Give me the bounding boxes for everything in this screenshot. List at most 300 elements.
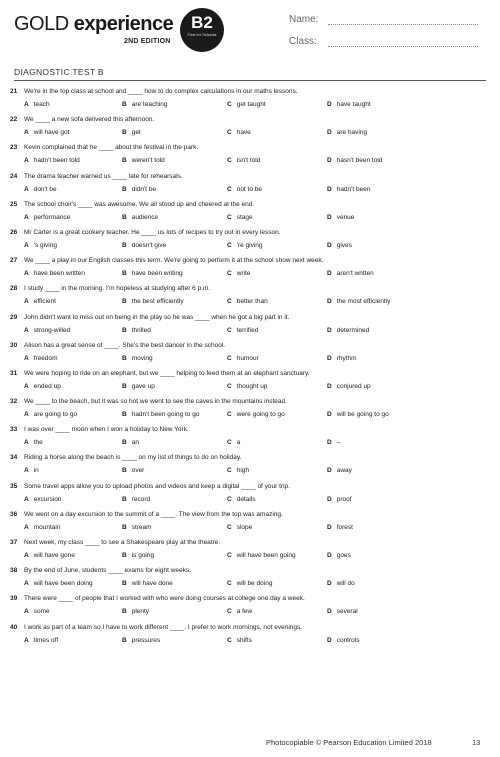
option-a[interactable] <box>24 101 50 108</box>
option-text: details <box>236 495 256 503</box>
option-c[interactable] <box>227 637 252 644</box>
option-c[interactable] <box>227 580 272 587</box>
option-text: goes <box>336 552 351 559</box>
option-c[interactable] <box>227 355 259 362</box>
answer-options <box>24 214 494 226</box>
answer-options <box>24 242 494 254</box>
option-b[interactable] <box>122 186 156 193</box>
option-letter: C <box>227 157 232 165</box>
option-a[interactable] <box>24 411 77 418</box>
level-badge <box>180 8 224 52</box>
option-text: will be doing <box>236 580 273 588</box>
option-letter: D <box>327 636 332 644</box>
option-letter: C <box>227 439 232 447</box>
option-letter: A <box>24 129 29 137</box>
option-a[interactable] <box>24 637 58 644</box>
answer-options <box>24 298 494 310</box>
option-text: will be going to go <box>336 411 389 419</box>
option-letter: A <box>24 382 29 390</box>
option-letter: A <box>24 326 29 334</box>
question-number: 38 <box>10 567 18 575</box>
option-letter: B <box>122 636 127 644</box>
option-letter: B <box>122 495 127 503</box>
option-c[interactable] <box>227 524 252 531</box>
option-d[interactable] <box>327 186 370 193</box>
name-field[interactable] <box>328 24 478 25</box>
option-text: the most efficiently <box>336 298 391 306</box>
option-c[interactable] <box>227 214 253 221</box>
question-stem: We're in the top class at school and ____ how to do complex calculations in our maths lessons. <box>24 88 298 95</box>
option-b[interactable] <box>122 327 151 334</box>
option-text: were going to go <box>236 411 285 419</box>
option-letter: B <box>122 354 127 362</box>
page-number: 13 <box>472 738 481 747</box>
option-d[interactable] <box>327 496 352 503</box>
question-item <box>0 453 500 481</box>
option-c[interactable] <box>227 552 296 559</box>
option-letter: C <box>227 523 232 531</box>
option-a[interactable] <box>24 214 70 221</box>
question-number: 31 <box>10 369 18 377</box>
option-letter: C <box>227 129 232 137</box>
option-letter: C <box>227 467 232 475</box>
option-b[interactable] <box>122 214 158 221</box>
option-letter: B <box>122 467 127 475</box>
option-letter: A <box>24 495 29 503</box>
option-letter: A <box>24 636 29 644</box>
option-c[interactable] <box>227 496 256 503</box>
option-text: gave up <box>131 382 155 390</box>
option-a[interactable] <box>24 129 69 136</box>
question-number: 30 <box>10 341 18 349</box>
option-b[interactable] <box>122 270 183 277</box>
option-text: gives <box>336 241 352 249</box>
answer-options <box>24 270 494 282</box>
logo-word-experience: experience <box>73 13 174 35</box>
option-text: 're giving <box>236 241 263 249</box>
option-c[interactable] <box>227 157 260 164</box>
option-text: isn't told <box>236 157 261 165</box>
question-stem: Next week, my class ____ to see a Shakespeare play at the theatre. <box>24 539 221 546</box>
option-letter: D <box>327 101 332 108</box>
option-letter: A <box>24 580 29 588</box>
option-text: slope <box>236 523 253 531</box>
option-letter: B <box>122 129 127 137</box>
option-text: plenty <box>131 608 150 616</box>
question-item <box>0 172 500 200</box>
answer-options <box>24 383 494 395</box>
question-item <box>0 594 500 622</box>
option-a[interactable] <box>24 327 70 334</box>
question-number: 21 <box>10 88 18 95</box>
option-text: not to be <box>236 185 263 193</box>
option-letter: B <box>122 101 127 108</box>
option-c[interactable] <box>227 439 240 446</box>
option-b[interactable] <box>122 524 152 531</box>
option-letter: D <box>327 157 332 165</box>
option-c[interactable] <box>227 242 263 249</box>
option-b[interactable] <box>122 157 165 164</box>
option-letter: A <box>24 185 29 193</box>
answer-options <box>24 580 494 592</box>
option-text: will have gone <box>33 552 75 559</box>
question-number: 34 <box>10 454 18 462</box>
option-text: proof <box>336 495 352 503</box>
option-text: efficient <box>33 298 56 306</box>
option-letter: B <box>122 213 127 221</box>
question-number: 35 <box>10 482 18 490</box>
question-stem: Riding a horse along the beach is ____ on my list of things to do on holiday. <box>24 454 242 462</box>
class-field[interactable] <box>328 46 478 47</box>
class-label: Class: <box>289 36 317 47</box>
option-text: moving <box>131 354 153 362</box>
option-d[interactable] <box>327 608 358 615</box>
option-letter: C <box>227 213 232 221</box>
copyright-footer: Photocopiable © Pearson Education Limited 2018 <box>266 738 432 747</box>
section-title: DIAGNOSTIC TEST B <box>14 67 104 77</box>
option-a[interactable] <box>24 524 60 531</box>
option-c[interactable] <box>227 467 249 474</box>
option-letter: A <box>24 467 29 475</box>
option-d[interactable] <box>327 383 371 390</box>
option-text: the best efficiently <box>131 298 184 306</box>
question-number: 26 <box>10 228 18 236</box>
option-text: is going <box>131 552 155 559</box>
option-text: weren't told <box>131 157 165 165</box>
option-d[interactable] <box>327 327 369 334</box>
option-letter: C <box>227 354 232 362</box>
option-text: get taught <box>236 101 266 108</box>
option-a[interactable] <box>24 242 57 249</box>
option-a[interactable] <box>24 580 93 587</box>
option-letter: D <box>327 185 332 193</box>
option-a[interactable] <box>24 467 39 474</box>
option-text: hasn't been told <box>336 157 383 165</box>
option-b[interactable] <box>122 580 173 587</box>
option-b[interactable] <box>122 608 149 615</box>
option-letter: C <box>227 608 232 616</box>
option-letter: D <box>327 439 332 447</box>
answer-options <box>24 637 494 649</box>
option-text: excursion <box>33 495 62 503</box>
question-item <box>0 87 500 115</box>
question-stem: Kevin complained that he ____ about the festival in the park. <box>24 144 199 152</box>
question-item <box>0 284 500 312</box>
question-stem: We ____ to the beach, but it was so hot we went to see the caves in the mountains instead. <box>24 398 287 406</box>
option-c[interactable] <box>227 270 250 277</box>
logo-word-gold: GOLD <box>14 13 69 35</box>
option-letter: A <box>24 213 29 221</box>
option-c[interactable] <box>227 101 266 108</box>
level-text: B2 <box>191 13 213 32</box>
option-letter: A <box>24 298 29 306</box>
gold-experience-logo <box>14 13 173 36</box>
question-item <box>0 256 500 284</box>
question-stem: We ____ a play in our English classes this term. We're going to perform it at the school show next week. <box>24 257 324 265</box>
question-stem: By the end of June, students ____ exams for eight weeks. <box>24 567 191 575</box>
option-a[interactable] <box>24 439 43 446</box>
option-text: 's giving <box>33 241 57 249</box>
option-letter: B <box>122 298 127 306</box>
option-a[interactable] <box>24 298 56 305</box>
name-label: Name: <box>289 14 319 25</box>
answer-options <box>24 411 494 423</box>
option-b[interactable] <box>122 101 167 108</box>
option-text: don't be <box>33 185 57 193</box>
option-text: away <box>336 467 352 475</box>
option-text: doesn't give <box>131 241 167 249</box>
option-letter: B <box>122 157 127 165</box>
option-d[interactable] <box>327 157 382 164</box>
option-letter: A <box>24 523 29 531</box>
question-item <box>0 538 500 566</box>
option-letter: B <box>122 580 127 588</box>
option-b[interactable] <box>122 129 141 136</box>
option-text: stream <box>131 523 152 531</box>
option-text: humour <box>236 354 259 362</box>
option-b[interactable] <box>122 552 154 559</box>
option-d[interactable] <box>327 355 357 362</box>
answer-options <box>24 524 494 536</box>
question-number: 28 <box>10 285 18 293</box>
option-d[interactable] <box>327 411 389 418</box>
option-letter: C <box>227 101 232 108</box>
question-stem: John didn't want to miss out on being in the play so he was ____ when he got a big part in it. <box>24 313 290 321</box>
option-d[interactable] <box>327 101 371 108</box>
option-b[interactable] <box>122 355 153 362</box>
option-text: several <box>336 608 358 616</box>
option-c[interactable] <box>227 383 267 390</box>
option-a[interactable] <box>24 496 62 503</box>
option-d[interactable] <box>327 298 390 305</box>
question-item <box>0 341 500 369</box>
question-number: 36 <box>10 510 18 518</box>
option-d[interactable] <box>327 242 352 249</box>
option-letter: A <box>24 354 29 362</box>
question-number: 22 <box>10 116 18 124</box>
option-letter: D <box>327 213 332 221</box>
option-letter: B <box>122 439 127 447</box>
option-letter: A <box>24 411 29 419</box>
option-a[interactable] <box>24 186 57 193</box>
question-number: 37 <box>10 539 18 546</box>
option-text: teach <box>33 101 50 108</box>
option-letter: D <box>327 495 332 503</box>
option-text: hadn't been told <box>33 157 80 165</box>
edition-label: 2ND EDITION <box>124 38 171 45</box>
question-stem: I study ____ in the morning. I'm hopeless at studying after 6 p.m. <box>24 285 211 293</box>
option-text: have <box>236 129 251 137</box>
question-item <box>0 228 500 256</box>
option-c[interactable] <box>227 327 258 334</box>
option-letter: B <box>122 552 127 559</box>
option-d[interactable] <box>327 552 351 559</box>
option-d[interactable] <box>327 467 352 474</box>
answer-options <box>24 608 494 620</box>
question-item <box>0 200 500 228</box>
option-d[interactable] <box>327 580 355 587</box>
option-text: have been written <box>33 270 86 278</box>
option-text: rhythm <box>336 354 357 362</box>
level-subtext: First for Schools <box>187 32 217 37</box>
option-text: aren't written <box>336 270 374 278</box>
option-text: terrified <box>236 326 259 334</box>
option-letter: B <box>122 382 127 390</box>
question-item <box>0 482 500 510</box>
question-number: 33 <box>10 426 18 434</box>
question-item <box>0 313 500 341</box>
option-text: a few <box>236 608 253 616</box>
question-item <box>0 143 500 171</box>
question-number: 23 <box>10 144 18 152</box>
option-letter: B <box>122 270 127 278</box>
option-text: in <box>33 467 39 475</box>
option-b[interactable] <box>122 242 166 249</box>
question-number: 24 <box>10 172 18 180</box>
option-text: times off <box>33 636 59 644</box>
option-d[interactable] <box>327 214 354 221</box>
question-stem: We were hoping to ride on an elephant, but we ____ helping to feed them at an elephant sanctuary. <box>24 369 310 377</box>
option-b[interactable] <box>122 439 139 446</box>
option-a[interactable] <box>24 383 61 390</box>
option-text: freedom <box>33 354 58 362</box>
option-c[interactable] <box>227 608 252 615</box>
option-b[interactable] <box>122 411 199 418</box>
option-b[interactable] <box>122 637 160 644</box>
option-text: determined <box>336 326 370 334</box>
question-stem: Mr Carter is a great cookery teacher. He ____ us lots of recipes to try out in every lesson. <box>24 228 281 236</box>
option-c[interactable] <box>227 129 251 136</box>
option-text: hadn't been <box>336 185 371 193</box>
option-letter: C <box>227 495 232 503</box>
option-text: a <box>236 439 241 447</box>
answer-options <box>24 157 494 169</box>
option-text: controls <box>336 636 360 644</box>
option-text: better than <box>236 298 268 306</box>
question-item <box>0 369 500 397</box>
option-text: are teaching <box>131 101 168 108</box>
option-letter: D <box>327 411 332 419</box>
option-c[interactable] <box>227 186 262 193</box>
option-d[interactable] <box>327 129 367 136</box>
option-text: thrilled <box>131 326 151 334</box>
option-letter: C <box>227 326 232 334</box>
option-b[interactable] <box>122 496 150 503</box>
option-letter: B <box>122 241 127 249</box>
option-text: forest <box>336 523 353 531</box>
question-stem: We ____ a new sofa delivered this afternoon. <box>24 116 155 124</box>
page-header <box>0 0 500 62</box>
question-list <box>0 87 500 651</box>
option-text: get <box>131 129 141 137</box>
option-d[interactable] <box>327 637 359 644</box>
option-a[interactable] <box>24 157 80 164</box>
option-b[interactable] <box>122 298 184 305</box>
option-text: will have been going <box>236 552 296 559</box>
option-text: will do <box>336 580 355 588</box>
answer-options <box>24 186 494 198</box>
option-text: are having <box>336 129 368 137</box>
question-item <box>0 566 500 594</box>
option-letter: C <box>227 298 232 306</box>
answer-options <box>24 496 494 508</box>
option-text: ended up <box>33 382 61 390</box>
option-d[interactable] <box>327 524 353 531</box>
question-stem: Some travel apps allow you to upload photos and videos and keep a digital ____ of your trip. <box>24 482 290 490</box>
question-stem: I was over ____ moon when I won a holiday to New York. <box>24 426 189 434</box>
question-item <box>0 397 500 425</box>
question-item <box>0 115 500 143</box>
question-number: 27 <box>10 257 18 265</box>
option-text: have taught <box>336 101 371 108</box>
answer-options <box>24 101 494 113</box>
option-text: hadn't been going to go <box>131 411 200 419</box>
option-letter: D <box>327 270 332 278</box>
option-letter: C <box>227 185 232 193</box>
option-a[interactable] <box>24 608 50 615</box>
question-item <box>0 623 500 651</box>
option-text: pressures <box>131 636 161 644</box>
option-letter: D <box>327 608 332 616</box>
option-letter: D <box>327 241 332 249</box>
option-letter: A <box>24 241 29 249</box>
option-d[interactable] <box>327 270 374 277</box>
option-text: shifts <box>236 636 252 644</box>
option-text: stage <box>236 213 253 221</box>
option-letter: C <box>227 636 232 644</box>
option-letter: B <box>122 326 127 334</box>
option-text: have been writing <box>131 270 183 278</box>
question-number: 29 <box>10 313 18 321</box>
option-text: are going to go <box>33 411 78 419</box>
answer-options <box>24 552 494 564</box>
option-text: write <box>236 270 251 278</box>
question-number: 40 <box>10 623 18 631</box>
option-text: over <box>131 467 145 475</box>
option-text: the <box>33 439 43 447</box>
option-d[interactable] <box>327 439 340 446</box>
option-a[interactable] <box>24 552 75 559</box>
option-letter: D <box>327 523 332 531</box>
option-c[interactable] <box>227 298 268 305</box>
question-stem: I work as part of a team so I have to work different ____. I prefer to work mornings, not evenings. <box>24 623 303 631</box>
option-b[interactable] <box>122 467 144 474</box>
option-letter: A <box>24 157 29 165</box>
option-text: will have done <box>131 580 173 588</box>
option-text: didn't be <box>131 185 157 193</box>
option-text: some <box>33 608 50 616</box>
question-stem: Alison has a great sense of ____. She's the best dancer in the school. <box>24 341 226 349</box>
option-c[interactable] <box>227 411 285 418</box>
option-text: strong-willed <box>33 326 71 334</box>
option-b[interactable] <box>122 383 155 390</box>
option-a[interactable] <box>24 270 85 277</box>
option-letter: C <box>227 241 232 249</box>
question-stem: The drama teacher warned us ____ late for rehearsals. <box>24 172 183 180</box>
option-letter: B <box>122 411 127 419</box>
option-a[interactable] <box>24 355 58 362</box>
option-letter: A <box>24 101 29 108</box>
option-letter: D <box>327 298 332 306</box>
option-text: audience <box>131 213 159 221</box>
option-text: high <box>236 467 249 475</box>
option-letter: D <box>327 580 332 588</box>
option-letter: D <box>327 354 332 362</box>
option-text: conjured up <box>336 382 371 390</box>
option-text: will have been doing <box>33 580 93 588</box>
option-letter: D <box>327 382 332 390</box>
option-letter: C <box>227 382 232 390</box>
